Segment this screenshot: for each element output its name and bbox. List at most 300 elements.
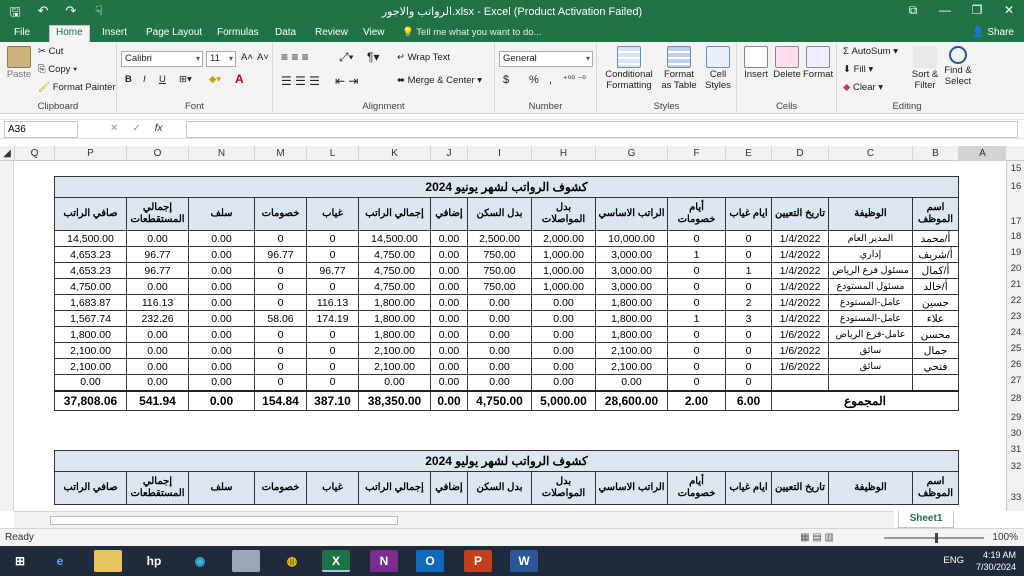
find-select-button[interactable]: Find & Select — [941, 46, 975, 87]
table-cell[interactable]: 0.00 — [189, 279, 255, 295]
table-cell[interactable]: 0.00 — [127, 231, 189, 247]
table-cell[interactable]: 0 — [726, 247, 772, 263]
table-cell[interactable]: 2,100.00 — [55, 359, 127, 375]
table-cell[interactable]: 0.00 — [468, 343, 532, 359]
number-format-select[interactable]: General ▾ — [499, 51, 593, 67]
table-cell[interactable]: 1 — [668, 311, 726, 327]
table-cell[interactable]: 4,750.00 — [359, 247, 431, 263]
table-cell[interactable]: 116.13 — [127, 295, 189, 311]
align-top-icon[interactable]: ≡ ≡ ≡ — [281, 50, 309, 64]
column-header[interactable]: Q — [14, 146, 54, 161]
share-button[interactable]: 👤 Share — [972, 27, 1014, 38]
edge-icon[interactable]: ◉ — [194, 554, 206, 568]
row-header[interactable]: 20 — [1010, 263, 1022, 274]
conditional-formatting-button[interactable]: Conditional Formatting — [601, 46, 657, 91]
table-cell[interactable]: 750.00 — [468, 247, 532, 263]
tab-page-layout[interactable]: Page Layout — [146, 27, 203, 38]
table-cell[interactable]: 0 — [668, 231, 726, 247]
table-cell[interactable]: 1/6/2022 — [772, 359, 829, 375]
table-cell[interactable]: 0 — [726, 375, 772, 391]
table-cell[interactable]: 0.00 — [431, 231, 468, 247]
table-cell[interactable]: 0.00 — [431, 359, 468, 375]
total-cell[interactable]: 6.00 — [726, 391, 772, 411]
table-cell[interactable]: 0.00 — [127, 359, 189, 375]
table-cell[interactable]: 96.77 — [255, 247, 307, 263]
table-cell[interactable]: 0 — [255, 359, 307, 375]
wrap-text-button[interactable]: ↵ Wrap Text — [397, 52, 451, 63]
table-cell[interactable]: 0.00 — [189, 327, 255, 343]
table-cell[interactable]: 1,000.00 — [532, 279, 596, 295]
format-painter-button[interactable]: 🖌 Format Painter — [38, 82, 116, 93]
align-left-icon[interactable]: ☰ ☰ ☰ — [281, 74, 320, 88]
table-cell[interactable]: 0.00 — [189, 247, 255, 263]
table-cell[interactable]: 2,100.00 — [359, 359, 431, 375]
table-cell[interactable]: 0 — [307, 327, 359, 343]
table-cell[interactable]: 1,800.00 — [596, 311, 668, 327]
table-cell[interactable]: أ/شريف — [913, 247, 959, 263]
column-header[interactable]: O — [126, 146, 188, 161]
column-heading-cell[interactable]: خصومات — [255, 198, 307, 231]
table-cell[interactable]: 0.00 — [468, 359, 532, 375]
tab-review[interactable]: Review — [315, 27, 348, 38]
touch-mode-icon[interactable]: ☟ — [95, 3, 103, 18]
table-cell[interactable]: 0 — [307, 279, 359, 295]
column-header[interactable]: K — [358, 146, 430, 161]
underline-button[interactable]: U — [159, 74, 166, 85]
table-cell[interactable]: 0 — [255, 375, 307, 391]
tab-view[interactable]: View — [363, 27, 385, 38]
column-heading-cell[interactable]: إجمالي الراتب — [359, 198, 431, 231]
column-heading-cell[interactable]: إضافي — [431, 198, 468, 231]
table-cell[interactable]: 750.00 — [468, 263, 532, 279]
column-header[interactable]: D — [771, 146, 828, 161]
tab-data[interactable]: Data — [275, 27, 297, 38]
column-header-selected[interactable]: A — [958, 146, 1006, 161]
row-header[interactable]: 25 — [1010, 343, 1022, 354]
table-cell[interactable]: 0 — [726, 231, 772, 247]
column-heading-cell[interactable]: إضافي — [431, 472, 468, 505]
row-header[interactable]: 16 — [1010, 181, 1022, 192]
table-cell[interactable]: سائق — [829, 343, 913, 359]
table-cell[interactable]: 0.00 — [189, 359, 255, 375]
indent-icon[interactable]: ⇤ ⇥ — [335, 74, 359, 88]
table-cell[interactable]: 96.77 — [307, 263, 359, 279]
percent-button[interactable]: % — [529, 74, 539, 86]
name-box[interactable]: A36 — [4, 121, 78, 138]
table-cell[interactable]: 1,800.00 — [596, 327, 668, 343]
table-cell[interactable]: 0.00 — [127, 279, 189, 295]
table-cell[interactable]: 0.00 — [127, 343, 189, 359]
table-cell[interactable]: 0 — [255, 295, 307, 311]
chrome-icon[interactable]: ◍ — [286, 554, 298, 568]
table-cell[interactable]: 0.00 — [189, 295, 255, 311]
table-cell[interactable]: 3,000.00 — [596, 279, 668, 295]
table-cell[interactable]: 3 — [726, 311, 772, 327]
table-cell[interactable]: 0 — [668, 279, 726, 295]
ribbon-display-icon[interactable]: ⧉ — [908, 3, 918, 17]
total-cell[interactable]: 28,600.00 — [596, 391, 668, 411]
table-cell[interactable]: المدير العام — [829, 231, 913, 247]
column-header[interactable]: E — [725, 146, 771, 161]
table-cell[interactable]: 4,750.00 — [359, 263, 431, 279]
table-cell[interactable] — [829, 375, 913, 391]
internet-explorer-icon[interactable]: e — [56, 554, 64, 568]
table-cell[interactable]: 1,800.00 — [359, 327, 431, 343]
formula-input[interactable] — [186, 121, 1018, 138]
column-heading-cell[interactable]: إجمالي المستقطعات — [127, 198, 189, 231]
row-header[interactable]: 32 — [1010, 461, 1022, 472]
cut-button[interactable]: ✂ Cut — [38, 46, 64, 57]
table-cell[interactable]: 0.00 — [431, 327, 468, 343]
table-cell[interactable]: 0.00 — [431, 311, 468, 327]
table-cell[interactable]: 0.00 — [532, 327, 596, 343]
column-heading-cell[interactable]: بدل المواصلات — [532, 198, 596, 231]
table-cell[interactable]: عامل-المستودع — [829, 295, 913, 311]
row-header[interactable]: 24 — [1010, 327, 1022, 338]
view-mode-icons[interactable]: ▦ ▤ ▥ — [800, 532, 834, 543]
table-cell[interactable]: 750.00 — [468, 279, 532, 295]
copy-button[interactable]: ⎘ Copy ▾ — [38, 64, 78, 75]
table-cell[interactable]: 3,000.00 — [596, 247, 668, 263]
word-icon[interactable]: W — [510, 550, 538, 572]
column-header[interactable]: F — [667, 146, 725, 161]
table-cell[interactable]: 0.00 — [189, 343, 255, 359]
excel-icon[interactable]: X — [322, 550, 350, 572]
table-cell[interactable]: 1 — [726, 263, 772, 279]
row-header[interactable]: 31 — [1010, 444, 1022, 455]
column-heading-cell[interactable]: خصومات — [255, 472, 307, 505]
table-cell[interactable]: 2,500.00 — [468, 231, 532, 247]
column-heading-cell[interactable]: ايام غياب — [726, 472, 772, 505]
table-cell[interactable]: 2,100.00 — [596, 343, 668, 359]
table-cell[interactable]: 0 — [255, 343, 307, 359]
worksheet-grid[interactable] — [14, 161, 1006, 511]
table-cell[interactable]: جمال — [913, 343, 959, 359]
bold-button[interactable]: B — [125, 74, 132, 85]
table-cell[interactable]: إداري — [829, 247, 913, 263]
table-cell[interactable]: 4,653.23 — [55, 247, 127, 263]
font-size-select[interactable]: 11 ▾ — [206, 51, 236, 67]
table-cell[interactable]: 0 — [668, 359, 726, 375]
column-header[interactable]: B — [912, 146, 958, 161]
table-cell[interactable]: 0.00 — [532, 343, 596, 359]
table-cell[interactable]: 58.06 — [255, 311, 307, 327]
close-icon[interactable]: ✕ — [1003, 3, 1015, 17]
column-heading-cell[interactable]: تاريخ التعيين — [772, 198, 829, 231]
tab-insert[interactable]: Insert — [102, 27, 128, 38]
table-cell[interactable]: 0 — [668, 375, 726, 391]
row-header[interactable]: 19 — [1010, 247, 1022, 258]
table-cell[interactable]: 14,500.00 — [359, 231, 431, 247]
sheet-tab-sheet1[interactable]: Sheet1 — [898, 511, 954, 528]
font-color-button[interactable]: A — [235, 72, 244, 86]
zoom-slider[interactable] — [884, 537, 984, 539]
clock[interactable] — [976, 549, 1016, 573]
zoom-level[interactable]: 100% — [992, 532, 1018, 543]
table-cell[interactable]: عامل-المستودع — [829, 311, 913, 327]
windows-start-icon[interactable]: ⊞ — [14, 554, 26, 568]
column-header[interactable]: P — [54, 146, 126, 161]
column-header[interactable]: C — [828, 146, 912, 161]
table-cell[interactable]: 0.00 — [55, 375, 127, 391]
table-cell[interactable]: 0.00 — [127, 375, 189, 391]
column-heading-cell[interactable]: صافي الراتب — [55, 198, 127, 231]
column-header[interactable]: L — [306, 146, 358, 161]
table-cell[interactable]: 0 — [307, 359, 359, 375]
table-cell[interactable]: فتحي — [913, 359, 959, 375]
table-cell[interactable] — [913, 375, 959, 391]
table-cell[interactable]: 0 — [668, 343, 726, 359]
table-cell[interactable]: 0.00 — [431, 295, 468, 311]
row-header[interactable]: 18 — [1010, 231, 1022, 242]
language-indicator[interactable]: ENG — [943, 555, 964, 566]
table-cell[interactable]: 0.00 — [431, 279, 468, 295]
table-cell[interactable]: 1,800.00 — [359, 311, 431, 327]
column-heading-cell[interactable]: الراتب الاساسي — [596, 472, 668, 505]
table-cell[interactable]: 1,683.87 — [55, 295, 127, 311]
table-cell[interactable]: 1/6/2022 — [772, 343, 829, 359]
table-cell[interactable]: 2 — [726, 295, 772, 311]
table-cell[interactable] — [772, 375, 829, 391]
table-cell[interactable]: 4,750.00 — [359, 279, 431, 295]
calculator-icon[interactable] — [232, 550, 260, 572]
column-heading-cell[interactable]: الراتب الاساسي — [596, 198, 668, 231]
table-cell[interactable]: 2,100.00 — [55, 343, 127, 359]
table-cell[interactable]: 4,653.23 — [55, 263, 127, 279]
table-cell[interactable]: 14,500.00 — [55, 231, 127, 247]
column-heading-cell[interactable]: غياب — [307, 198, 359, 231]
column-heading-cell[interactable]: اسم الموظف — [913, 472, 959, 505]
hp-icon[interactable]: hp — [146, 554, 162, 568]
table-cell[interactable]: 0.00 — [532, 375, 596, 391]
table-cell[interactable]: أ/محمد — [913, 231, 959, 247]
column-heading-cell[interactable]: صافي الراتب — [55, 472, 127, 505]
row-header[interactable]: 28 — [1010, 393, 1022, 404]
table-cell[interactable]: أ/خالد — [913, 279, 959, 295]
total-cell[interactable]: 37,808.06 — [55, 391, 127, 411]
total-cell[interactable]: 2.00 — [668, 391, 726, 411]
tab-home[interactable]: Home — [49, 25, 90, 42]
shrink-font-button[interactable]: A˅ — [257, 52, 269, 63]
minimize-icon[interactable]: — — [939, 3, 951, 17]
row-header[interactable]: 30 — [1010, 428, 1022, 439]
tell-me-search[interactable]: 💡 Tell me what you want to do... — [402, 27, 542, 38]
table-cell[interactable]: 0 — [255, 231, 307, 247]
scroll-thumb[interactable] — [50, 516, 398, 525]
column-header[interactable]: N — [188, 146, 254, 161]
format-button[interactable]: Format — [803, 46, 833, 80]
merge-center-button[interactable]: ⬌ Merge & Center ▾ — [397, 75, 483, 86]
paste-button[interactable]: Paste — [4, 46, 34, 80]
table-cell[interactable]: 0 — [255, 327, 307, 343]
total-cell[interactable]: 0.00 — [189, 391, 255, 411]
table-cell[interactable]: 1,800.00 — [596, 295, 668, 311]
undo-icon[interactable]: ↶ — [37, 3, 49, 18]
table-cell[interactable]: 0.00 — [359, 375, 431, 391]
table-cell[interactable]: 2,100.00 — [596, 359, 668, 375]
table-cell[interactable]: 1/4/2022 — [772, 263, 829, 279]
table-cell[interactable]: 0.00 — [431, 247, 468, 263]
sort-filter-button[interactable]: Sort & Filter — [909, 46, 941, 91]
table-cell[interactable]: 0 — [726, 359, 772, 375]
row-header[interactable]: 29 — [1010, 412, 1022, 423]
table-cell[interactable]: 0.00 — [189, 311, 255, 327]
table-cell[interactable]: 116.13 — [307, 295, 359, 311]
insert-button[interactable]: Insert — [741, 46, 771, 80]
font-family-select[interactable]: Calibri ▾ — [121, 51, 203, 67]
select-all-corner[interactable]: ◢ — [3, 148, 11, 159]
total-cell[interactable]: 5,000.00 — [532, 391, 596, 411]
decimal-icon[interactable]: ⁺⁰⁰ ⁻⁰ — [563, 74, 586, 84]
table-cell[interactable]: عامل-فرع الرياض — [829, 327, 913, 343]
total-cell[interactable]: 387.10 — [307, 391, 359, 411]
table-cell[interactable]: 0.00 — [431, 263, 468, 279]
table-cell[interactable]: علاء — [913, 311, 959, 327]
table-cell[interactable]: 174.19 — [307, 311, 359, 327]
table-cell[interactable]: 1,567.74 — [55, 311, 127, 327]
total-cell[interactable]: 38,350.00 — [359, 391, 431, 411]
table-cell[interactable]: 1/6/2022 — [772, 327, 829, 343]
table-cell[interactable]: 0 — [726, 343, 772, 359]
save-icon[interactable]: 🖫 — [9, 4, 21, 19]
table-cell[interactable]: 0.00 — [189, 263, 255, 279]
row-header[interactable]: 15 — [1010, 163, 1022, 174]
onenote-icon[interactable]: N — [370, 550, 398, 572]
column-heading-cell[interactable]: بدل المواصلات — [532, 472, 596, 505]
table-cell[interactable]: 1,000.00 — [532, 263, 596, 279]
column-heading-cell[interactable]: الوظيفة — [829, 198, 913, 231]
column-heading-cell[interactable]: أيام خصومات — [668, 472, 726, 505]
table-cell[interactable]: 0.00 — [532, 295, 596, 311]
total-label[interactable]: المجموع — [772, 391, 959, 411]
table-cell[interactable]: 0.00 — [468, 375, 532, 391]
table-cell[interactable]: 0 — [726, 279, 772, 295]
table-cell[interactable]: 10,000.00 — [596, 231, 668, 247]
table-cell[interactable]: أ/كمال — [913, 263, 959, 279]
table-cell[interactable]: 1,800.00 — [359, 295, 431, 311]
tab-formulas[interactable]: Formulas — [217, 27, 259, 38]
table-cell[interactable]: 4,750.00 — [55, 279, 127, 295]
clear-button[interactable]: ◆ Clear ▾ — [843, 82, 884, 93]
table-cell[interactable]: 0.00 — [468, 327, 532, 343]
column-heading-cell[interactable]: إجمالي الراتب — [359, 472, 431, 505]
cancel-icon[interactable]: ✕ — [110, 123, 119, 134]
table-cell[interactable]: 0 — [307, 247, 359, 263]
table-cell[interactable]: 0 — [668, 327, 726, 343]
comma-button[interactable]: , — [549, 74, 553, 86]
format-as-table-button[interactable]: Format as Table — [659, 46, 699, 91]
powerpoint-icon[interactable]: P — [464, 550, 492, 572]
table-cell[interactable]: 1,000.00 — [532, 247, 596, 263]
table-cell[interactable]: 0.00 — [468, 295, 532, 311]
column-heading-cell[interactable]: غياب — [307, 472, 359, 505]
table-cell[interactable]: 2,100.00 — [359, 343, 431, 359]
table-cell[interactable]: 0 — [307, 231, 359, 247]
table-cell[interactable]: 96.77 — [127, 263, 189, 279]
rtl-icon[interactable]: ¶▾ — [367, 50, 380, 64]
borders-icon[interactable]: ⊞▾ — [179, 74, 192, 85]
table-cell[interactable]: 1/4/2022 — [772, 279, 829, 295]
column-heading-cell[interactable]: بدل السكن — [468, 472, 532, 505]
table-cell[interactable]: حسين — [913, 295, 959, 311]
total-cell[interactable]: 0.00 — [431, 391, 468, 411]
table-cell[interactable]: 232.26 — [127, 311, 189, 327]
column-header[interactable]: J — [430, 146, 467, 161]
column-heading-cell[interactable]: تاريخ التعيين — [772, 472, 829, 505]
table-cell[interactable]: 0 — [726, 327, 772, 343]
table-cell[interactable]: 0.00 — [532, 311, 596, 327]
table-cell[interactable]: 1,800.00 — [55, 327, 127, 343]
row-header[interactable]: 33 — [1010, 492, 1022, 503]
table-cell[interactable]: سائق — [829, 359, 913, 375]
table-cell[interactable]: مسئول فرع الرياض — [829, 263, 913, 279]
table-cell[interactable]: 0 — [255, 263, 307, 279]
vertical-scrollbar[interactable] — [0, 161, 14, 511]
row-header[interactable]: 23 — [1010, 311, 1022, 322]
function-icon[interactable]: fx — [154, 123, 163, 134]
table-cell[interactable]: 0.00 — [127, 327, 189, 343]
autosum-button[interactable]: Σ AutoSum ▾ — [843, 46, 899, 57]
row-header[interactable]: 27 — [1010, 375, 1022, 386]
table-cell[interactable]: محسن — [913, 327, 959, 343]
fill-button[interactable]: ⬇ Fill ▾ — [843, 64, 874, 75]
total-cell[interactable]: 4,750.00 — [468, 391, 532, 411]
zoom-slider-knob[interactable] — [935, 533, 938, 543]
table-cell[interactable]: 0.00 — [189, 231, 255, 247]
table-cell[interactable]: 0.00 — [431, 375, 468, 391]
orientation-icon[interactable]: ⤢▾ — [339, 50, 354, 64]
table-cell[interactable]: 0.00 — [189, 375, 255, 391]
column-heading-cell[interactable]: سلف — [189, 472, 255, 505]
table-cell[interactable]: 0.00 — [532, 359, 596, 375]
row-header[interactable]: 21 — [1010, 279, 1022, 290]
italic-button[interactable]: I — [143, 74, 146, 85]
table-cell[interactable]: 0.00 — [596, 375, 668, 391]
row-header[interactable]: 26 — [1010, 359, 1022, 370]
delete-button[interactable]: Delete — [772, 46, 802, 80]
table-cell[interactable]: 0 — [307, 343, 359, 359]
file-explorer-icon[interactable] — [94, 550, 122, 572]
column-heading-cell[interactable]: إجمالي المستقطعات — [127, 472, 189, 505]
table-cell[interactable]: 1/4/2022 — [772, 295, 829, 311]
grow-font-button[interactable]: A˄ — [241, 52, 253, 63]
table-cell[interactable]: 0.00 — [468, 311, 532, 327]
enter-icon[interactable]: ✓ — [132, 123, 141, 134]
table-cell[interactable]: 0 — [668, 295, 726, 311]
table-cell[interactable]: 0 — [307, 375, 359, 391]
tab-file[interactable]: File — [14, 27, 31, 38]
restore-icon[interactable]: ❐ — [971, 3, 983, 17]
table-cell[interactable]: 2,000.00 — [532, 231, 596, 247]
currency-button[interactable]: $ — [503, 74, 510, 86]
column-heading-cell[interactable]: ايام غياب — [726, 198, 772, 231]
column-header[interactable]: M — [254, 146, 306, 161]
table-cell[interactable]: 0 — [668, 263, 726, 279]
column-heading-cell[interactable]: أيام خصومات — [668, 198, 726, 231]
column-heading-cell[interactable]: بدل السكن — [468, 198, 532, 231]
column-heading-cell[interactable]: سلف — [189, 198, 255, 231]
row-header[interactable]: 22 — [1010, 295, 1022, 306]
fill-color-icon[interactable]: ◆▾ — [209, 74, 222, 85]
outlook-icon[interactable]: O — [416, 550, 444, 572]
column-heading-cell[interactable]: الوظيفة — [829, 472, 913, 505]
table-cell[interactable]: 1 — [668, 247, 726, 263]
table-cell[interactable]: مسئول المستودع — [829, 279, 913, 295]
table-cell[interactable]: 1/4/2022 — [772, 247, 829, 263]
table-cell[interactable]: 1/4/2022 — [772, 311, 829, 327]
redo-icon[interactable]: ↷ — [65, 3, 77, 18]
column-header[interactable]: I — [467, 146, 531, 161]
